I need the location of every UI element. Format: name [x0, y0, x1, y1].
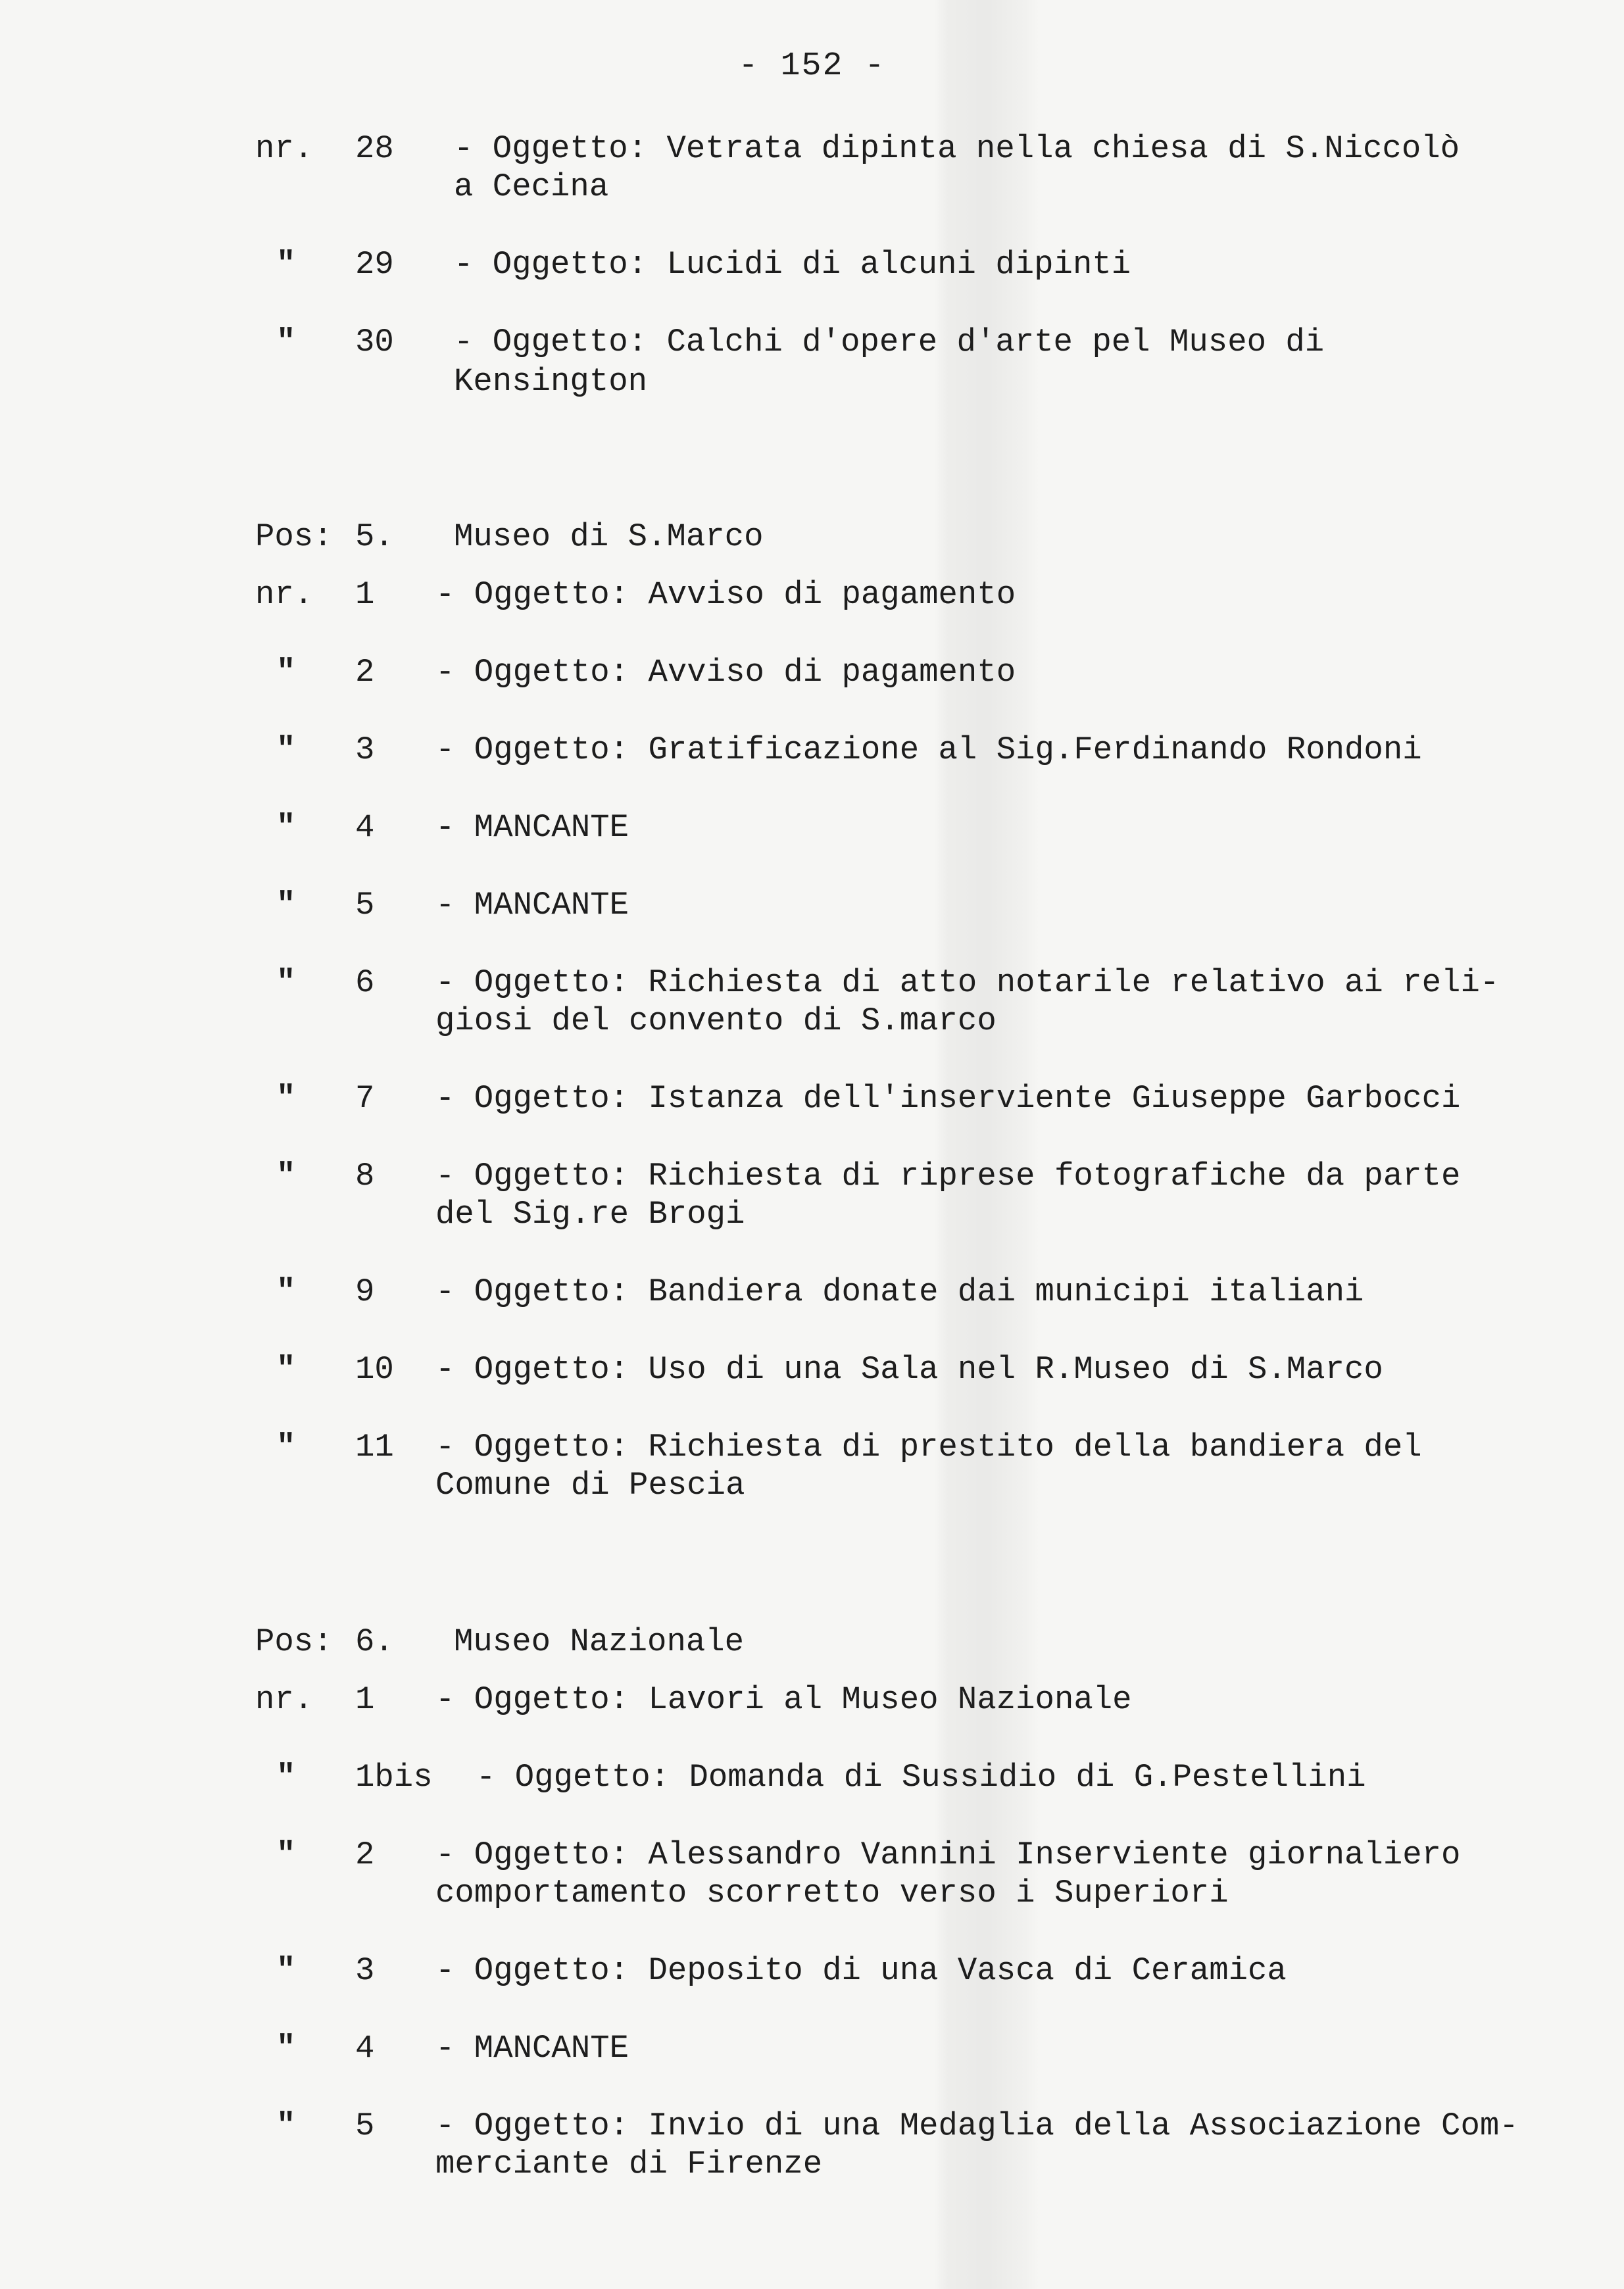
item-subject: - Oggetto: Uso di una Sala nel R.Museo di S.Marco: [435, 1351, 1383, 1388]
item-number: 4: [355, 809, 375, 846]
item-number: 30: [355, 324, 394, 360]
item-subject-continued: comportamento scorretto verso i Superiori: [435, 1875, 1229, 1911]
item-subject: - Oggetto: Gratificazione al Sig.Ferdinando Rondoni: [435, 731, 1422, 768]
item-number: 10: [355, 1351, 394, 1388]
item-number: 3: [355, 1952, 375, 1989]
pos-label: Pos:: [255, 518, 333, 555]
item-number: 29: [355, 246, 394, 283]
pos-number: 5.: [355, 518, 394, 555]
item-subject: - Oggetto: Richiesta di riprese fotografiche da parte: [435, 1158, 1461, 1194]
item-subject: - MANCANTE: [435, 887, 629, 923]
item-number: 5: [355, 2107, 375, 2144]
ditto-mark: ": [276, 1273, 296, 1310]
ditto-mark: ": [276, 1952, 296, 1989]
ditto-mark: ": [276, 809, 296, 846]
item-subject: - MANCANTE: [435, 2030, 629, 2067]
ditto-mark: ": [276, 1351, 296, 1388]
item-subject: - Oggetto: Alessandro Vannini Inserviente giornaliero: [435, 1836, 1461, 1873]
item-subject-continued: Comune di Pescia: [435, 1467, 745, 1504]
item-number: 3: [355, 731, 375, 768]
item-number: 1: [355, 576, 375, 613]
item-number: 1bis: [355, 1759, 433, 1796]
item-subject-continued: merciante di Firenze: [435, 2146, 823, 2182]
item-number: 6: [355, 964, 375, 1001]
ditto-mark: ": [276, 964, 296, 1001]
ditto-mark: ": [276, 654, 296, 691]
ditto-mark: ": [276, 324, 296, 360]
item-number: 7: [355, 1080, 375, 1117]
item-number: 4: [355, 2030, 375, 2067]
item-subject: - Oggetto: Vetrata dipinta nella chiesa di S.Niccolò: [454, 130, 1460, 167]
item-subject: - Oggetto: Calchi d'opere d'arte pel Museo di: [454, 324, 1325, 360]
item-subject: - Oggetto: Deposito di una Vasca di Ceramica: [435, 1952, 1287, 1989]
page-number: - 152 -: [738, 47, 886, 85]
item-subject-continued: a Cecina: [454, 168, 609, 205]
item-subject: - Oggetto: Invio di una Medaglia della Associazione Com-: [435, 2107, 1519, 2144]
item-subject: - MANCANTE: [435, 809, 629, 846]
item-prefix: nr.: [255, 576, 314, 613]
item-number: 9: [355, 1273, 375, 1310]
pos-number: 6.: [355, 1623, 394, 1660]
pos-label: Pos:: [255, 1623, 333, 1660]
item-subject: - Oggetto: Domanda di Sussidio di G.Pestellini: [476, 1759, 1366, 1796]
ditto-mark: ": [276, 887, 296, 923]
item-subject: - Oggetto: Richiesta di atto notarile relativo ai reli-: [435, 964, 1500, 1001]
item-number: 2: [355, 654, 375, 691]
section-title: Museo di S.Marco: [454, 518, 764, 555]
item-number: 5: [355, 887, 375, 923]
item-number: 1: [355, 1681, 375, 1718]
item-subject: - Oggetto: Avviso di pagamento: [435, 654, 1016, 691]
item-number: 8: [355, 1158, 375, 1194]
item-subject-continued: Kensington: [454, 363, 648, 400]
ditto-mark: ": [276, 1080, 296, 1117]
item-number: 2: [355, 1836, 375, 1873]
ditto-mark: ": [276, 731, 296, 768]
item-subject-continued: del Sig.re Brogi: [435, 1196, 745, 1233]
section-title: Museo Nazionale: [454, 1623, 745, 1660]
item-subject-continued: giosi del convento di S.marco: [435, 1002, 997, 1039]
item-subject: - Oggetto: Bandiera donate dai municipi italiani: [435, 1273, 1364, 1310]
ditto-mark: ": [276, 1759, 296, 1796]
item-subject: - Oggetto: Richiesta di prestito della bandiera del: [435, 1429, 1422, 1465]
ditto-mark: ": [276, 1158, 296, 1194]
ditto-mark: ": [276, 2107, 296, 2144]
ditto-mark: ": [276, 246, 296, 283]
item-subject: - Oggetto: Lucidi di alcuni dipinti: [454, 246, 1131, 283]
ditto-mark: ": [276, 2030, 296, 2067]
ditto-mark: ": [276, 1429, 296, 1465]
item-prefix: nr.: [255, 130, 314, 167]
item-number: 28: [355, 130, 394, 167]
item-prefix: nr.: [255, 1681, 314, 1718]
item-subject: - Oggetto: Istanza dell'inserviente Giuseppe Garbocci: [435, 1080, 1461, 1117]
ditto-mark: ": [276, 1836, 296, 1873]
item-number: 11: [355, 1429, 394, 1465]
item-subject: - Oggetto: Avviso di pagamento: [435, 576, 1016, 613]
item-subject: - Oggetto: Lavori al Museo Nazionale: [435, 1681, 1132, 1718]
